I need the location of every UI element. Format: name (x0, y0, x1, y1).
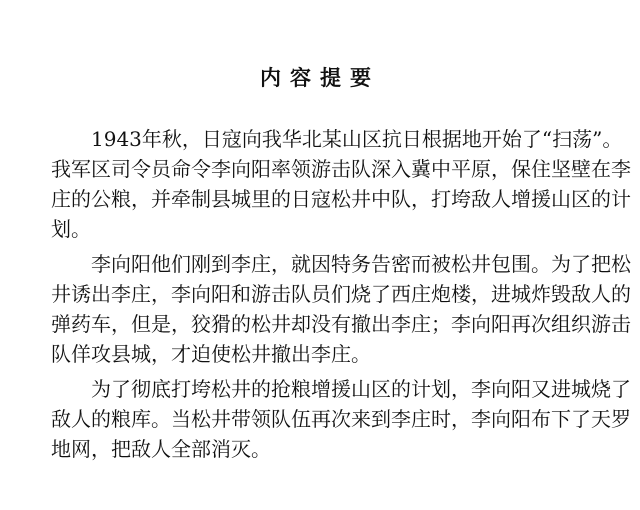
page-title: 内容提要 (260, 66, 380, 90)
synopsis-body (51, 124, 635, 464)
paragraph-3: 为了彻底打垮松井的抢粮增援山区的计划，李向阳又进城烧了敌人的粮库。当松井带领队伍再次来到李庄时，李向阳布下了天罗地网，把敌人全部消灭。 (51, 377, 631, 461)
paragraph-1: 1943年秋，日寇向我华北某山区抗日根据地开始了“扫荡”。我军区司令员命令李向阳率领游击队深入冀中平原，保住坚壁在李庄的公粮，并牵制县城里的日寇松井中队，打垮敌人增援山区的计划。 (51, 127, 631, 241)
paragraph-2: 李向阳他们刚到李庄，就因特务告密而被松井包围。为了把松井诱出李庄，李向阳和游击队员们烧了西庄炮楼，进城炸毁敌人的弹药车，但是，狡猾的松井却没有撤出李庄；李向阳再次组织游击队佯攻县城，才迫使松井撤出李庄。 (51, 252, 631, 366)
